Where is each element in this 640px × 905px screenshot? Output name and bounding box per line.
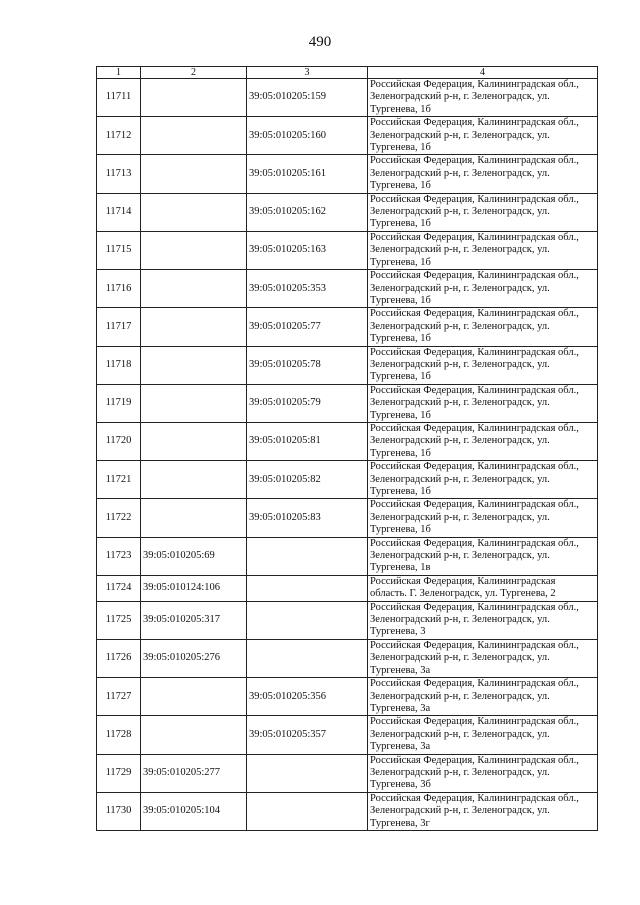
table-row <box>97 461 598 499</box>
address-cell <box>368 231 598 269</box>
table-row <box>97 639 598 677</box>
cadastral-number-col2 <box>141 384 247 422</box>
address-line: Российская Федерация, Калининградская обл., <box>370 308 579 320</box>
cadastral-number-col3: 39:05:010205:79 <box>247 384 368 422</box>
cadastral-number-col3: 39:05:010205:77 <box>247 308 368 346</box>
address-line: Российская Федерация, Калининградская обл., <box>370 537 579 549</box>
cadastral-number-col2 <box>141 231 247 269</box>
address-line: Зеленоградский р-н, г. Зеленоградск, ул. <box>370 550 550 562</box>
cadastral-number-col2 <box>141 308 247 346</box>
table-row <box>97 754 598 792</box>
cadastral-number-col2 <box>141 117 247 155</box>
address-cell <box>368 193 598 231</box>
address-line: Тургенева, 3г <box>370 817 430 829</box>
address-cell <box>368 792 598 830</box>
row-number: 11730 <box>97 792 141 830</box>
cadastral-number-col3: 39:05:010205:78 <box>247 346 368 384</box>
header-col-1: 1 <box>97 67 141 79</box>
address-cell <box>368 754 598 792</box>
row-number: 11724 <box>97 575 141 601</box>
address-line: Российская Федерация, Калининградская обл., <box>370 461 579 473</box>
cadastral-number-col3 <box>247 792 368 830</box>
header-row <box>97 67 598 79</box>
cadastral-number-col2 <box>141 461 247 499</box>
address-line: Тургенева, 3а <box>370 741 431 753</box>
address-line: Тургенева, 1б <box>370 218 431 230</box>
cadastral-number-col3: 39:05:010205:163 <box>247 231 368 269</box>
address-line: Тургенева, 3а <box>370 664 431 676</box>
address-line: Зеленоградский р-н, г. Зеленоградск, ул. <box>370 511 550 523</box>
row-number: 11717 <box>97 308 141 346</box>
address-line: Зеленоградский р-н, г. Зеленоградск, ул. <box>370 473 550 485</box>
table-row <box>97 716 598 754</box>
table-row <box>97 601 598 639</box>
cadastral-number-col2 <box>141 270 247 308</box>
address-cell <box>368 639 598 677</box>
row-number: 11720 <box>97 422 141 460</box>
address-line: Российская Федерация, Калининградская обл., <box>370 639 579 651</box>
address-line: Российская Федерация, Калининградская обл., <box>370 79 579 90</box>
address-cell <box>368 499 598 537</box>
cadastral-number-col3: 39:05:010205:357 <box>247 716 368 754</box>
address-cell <box>368 601 598 639</box>
address-cell <box>368 346 598 384</box>
row-number: 11728 <box>97 716 141 754</box>
address-line: Зеленоградский р-н, г. Зеленоградск, ул. <box>370 435 550 447</box>
row-number: 11726 <box>97 639 141 677</box>
table-row <box>97 575 598 601</box>
row-number: 11713 <box>97 155 141 193</box>
table-row <box>97 537 598 575</box>
header-col-3: 3 <box>247 67 368 79</box>
header-col-2: 2 <box>141 67 247 79</box>
address-cell <box>368 117 598 155</box>
address-line: Зеленоградский р-н, г. Зеленоградск, ул. <box>370 167 550 179</box>
cadastral-number-col2 <box>141 346 247 384</box>
address-line: область. Г. Зеленоградск, ул. Тургенева, 2 <box>370 588 556 600</box>
cadastral-number-col2: 39:05:010205:104 <box>141 792 247 830</box>
cadastral-number-col3: 39:05:010205:81 <box>247 422 368 460</box>
address-line: Российская Федерация, Калининградская обл., <box>370 346 579 358</box>
table-row <box>97 384 598 422</box>
address-line: Российская Федерация, Калининградская обл., <box>370 678 579 690</box>
address-line: Зеленоградский р-н, г. Зеленоградск, ул. <box>370 282 550 294</box>
address-line: Зеленоградский р-н, г. Зеленоградск, ул. <box>370 690 550 702</box>
row-number: 11723 <box>97 537 141 575</box>
row-number: 11714 <box>97 193 141 231</box>
address-line: Российская Федерация, Калининградская обл., <box>370 601 579 613</box>
address-line: Российская Федерация, Калининградская обл., <box>370 422 579 434</box>
cadastral-number-col3: 39:05:010205:82 <box>247 461 368 499</box>
address-line: Зеленоградский р-н, г. Зеленоградск, ул. <box>370 91 550 103</box>
cadastral-number-col2: 39:05:010205:69 <box>141 537 247 575</box>
address-line: Российская Федерация, Калининградская <box>370 575 556 587</box>
address-line: Российская Федерация, Калининградская обл., <box>370 792 579 804</box>
cadastral-number-col2: 39:05:010205:276 <box>141 639 247 677</box>
address-cell <box>368 575 598 601</box>
cadastral-number-col2 <box>141 155 247 193</box>
address-line: Российская Федерация, Калининградская обл., <box>370 716 579 728</box>
cadastral-number-col3: 39:05:010205:162 <box>247 193 368 231</box>
cadastral-number-col3 <box>247 575 368 601</box>
address-line: Зеленоградский р-н, г. Зеленоградск, ул. <box>370 320 550 332</box>
address-line: Зеленоградский р-н, г. Зеленоградск, ул. <box>370 766 550 778</box>
header-col-4: 4 <box>368 67 598 79</box>
address-line: Тургенева, 1б <box>370 142 431 154</box>
table-row <box>97 346 598 384</box>
cadastral-number-col3: 39:05:010205:353 <box>247 270 368 308</box>
address-line: Тургенева, 1б <box>370 524 431 536</box>
cadastral-number-col2 <box>141 422 247 460</box>
cadastral-number-col3 <box>247 639 368 677</box>
address-cell <box>368 308 598 346</box>
cadastral-number-col3: 39:05:010205:161 <box>247 155 368 193</box>
cadastral-number-col2 <box>141 716 247 754</box>
table-row <box>97 270 598 308</box>
cadastral-number-col3: 39:05:010205:160 <box>247 117 368 155</box>
row-number: 11721 <box>97 461 141 499</box>
address-line: Тургенева, 1б <box>370 371 431 383</box>
address-line: Российская Федерация, Калининградская обл., <box>370 231 579 243</box>
cadastral-number-col2: 39:05:010205:317 <box>141 601 247 639</box>
row-number: 11716 <box>97 270 141 308</box>
row-number: 11727 <box>97 678 141 716</box>
address-cell <box>368 537 598 575</box>
address-line: Зеленоградский р-н, г. Зеленоградск, ул. <box>370 728 550 740</box>
address-line: Российская Федерация, Калининградская обл., <box>370 754 579 766</box>
address-line: Российская Федерация, Калининградская обл., <box>370 193 579 205</box>
address-line: Тургенева, 1б <box>370 447 431 459</box>
address-line: Тургенева, 1б <box>370 103 431 115</box>
row-number: 11719 <box>97 384 141 422</box>
address-line: Тургенева, 1б <box>370 409 431 421</box>
address-line: Зеленоградский р-н, г. Зеленоградск, ул. <box>370 206 550 218</box>
table-row <box>97 155 598 193</box>
address-cell <box>368 384 598 422</box>
row-number: 11722 <box>97 499 141 537</box>
address-line: Зеленоградский р-н, г. Зеленоградск, ул. <box>370 652 550 664</box>
cadastral-number-col2 <box>141 499 247 537</box>
table-header <box>97 67 598 79</box>
table-row <box>97 231 598 269</box>
cadastral-number-col2: 39:05:010124:106 <box>141 575 247 601</box>
table-row <box>97 422 598 460</box>
address-line: Тургенева, 3а <box>370 702 431 714</box>
row-number: 11729 <box>97 754 141 792</box>
cadastral-number-col3: 39:05:010205:159 <box>247 79 368 117</box>
address-line: Зеленоградский р-н, г. Зеленоградск, ул. <box>370 614 550 626</box>
address-line: Тургенева, 1б <box>370 256 431 268</box>
cadastral-number-col2: 39:05:010205:277 <box>141 754 247 792</box>
address-line: Тургенева, 1б <box>370 333 431 345</box>
address-line: Тургенева, 3б <box>370 779 431 791</box>
address-line: Зеленоградский р-н, г. Зеленоградск, ул. <box>370 358 550 370</box>
row-number: 11712 <box>97 117 141 155</box>
cadastral-number-col3 <box>247 537 368 575</box>
cadastral-number-col2 <box>141 678 247 716</box>
table-body <box>97 79 598 831</box>
address-line: Тургенева, 1б <box>370 486 431 497</box>
address-line: Российская Федерация, Калининградская обл., <box>370 155 579 167</box>
address-cell <box>368 79 598 117</box>
address-line: Зеленоградский р-н, г. Зеленоградск, ул. <box>370 244 550 256</box>
address-cell <box>368 678 598 716</box>
table-row <box>97 792 598 830</box>
address-cell <box>368 716 598 754</box>
address-line: Зеленоградский р-н, г. Зеленоградск, ул. <box>370 397 550 409</box>
row-number: 11718 <box>97 346 141 384</box>
address-line: Российская Федерация, Калининградская обл., <box>370 384 579 396</box>
address-line: Зеленоградский р-н, г. Зеленоградск, ул. <box>370 805 550 817</box>
table-row <box>97 499 598 537</box>
cadastral-number-col2 <box>141 79 247 117</box>
table-row <box>97 678 598 716</box>
table-row <box>97 79 598 117</box>
address-line: Зеленоградский р-н, г. Зеленоградск, ул. <box>370 129 550 141</box>
address-line: Российская Федерация, Калининградская обл., <box>370 117 579 129</box>
cadastral-number-col3 <box>247 754 368 792</box>
address-cell <box>368 270 598 308</box>
page-number: 490 <box>308 34 332 50</box>
address-cell <box>368 422 598 460</box>
row-number: 11715 <box>97 231 141 269</box>
table-row <box>97 117 598 155</box>
cadastral-number-col3 <box>247 601 368 639</box>
cadastral-number-col3: 39:05:010205:83 <box>247 499 368 537</box>
address-line: Тургенева, 1б <box>370 294 431 306</box>
address-cell <box>368 155 598 193</box>
cadastral-number-col2 <box>141 193 247 231</box>
cadastral-number-col3: 39:05:010205:356 <box>247 678 368 716</box>
address-line: Тургенева, 1в <box>370 562 431 574</box>
row-number: 11711 <box>97 79 141 117</box>
table-row <box>97 193 598 231</box>
row-number: 11725 <box>97 601 141 639</box>
table-row <box>97 308 598 346</box>
registry-table <box>96 66 598 831</box>
address-line: Российская Федерация, Калининградская обл., <box>370 270 579 282</box>
address-line: Тургенева, 1б <box>370 180 431 192</box>
address-line: Российская Федерация, Калининградская обл., <box>370 499 579 511</box>
address-line: Тургенева, 3 <box>370 626 426 638</box>
address-cell <box>368 461 598 499</box>
